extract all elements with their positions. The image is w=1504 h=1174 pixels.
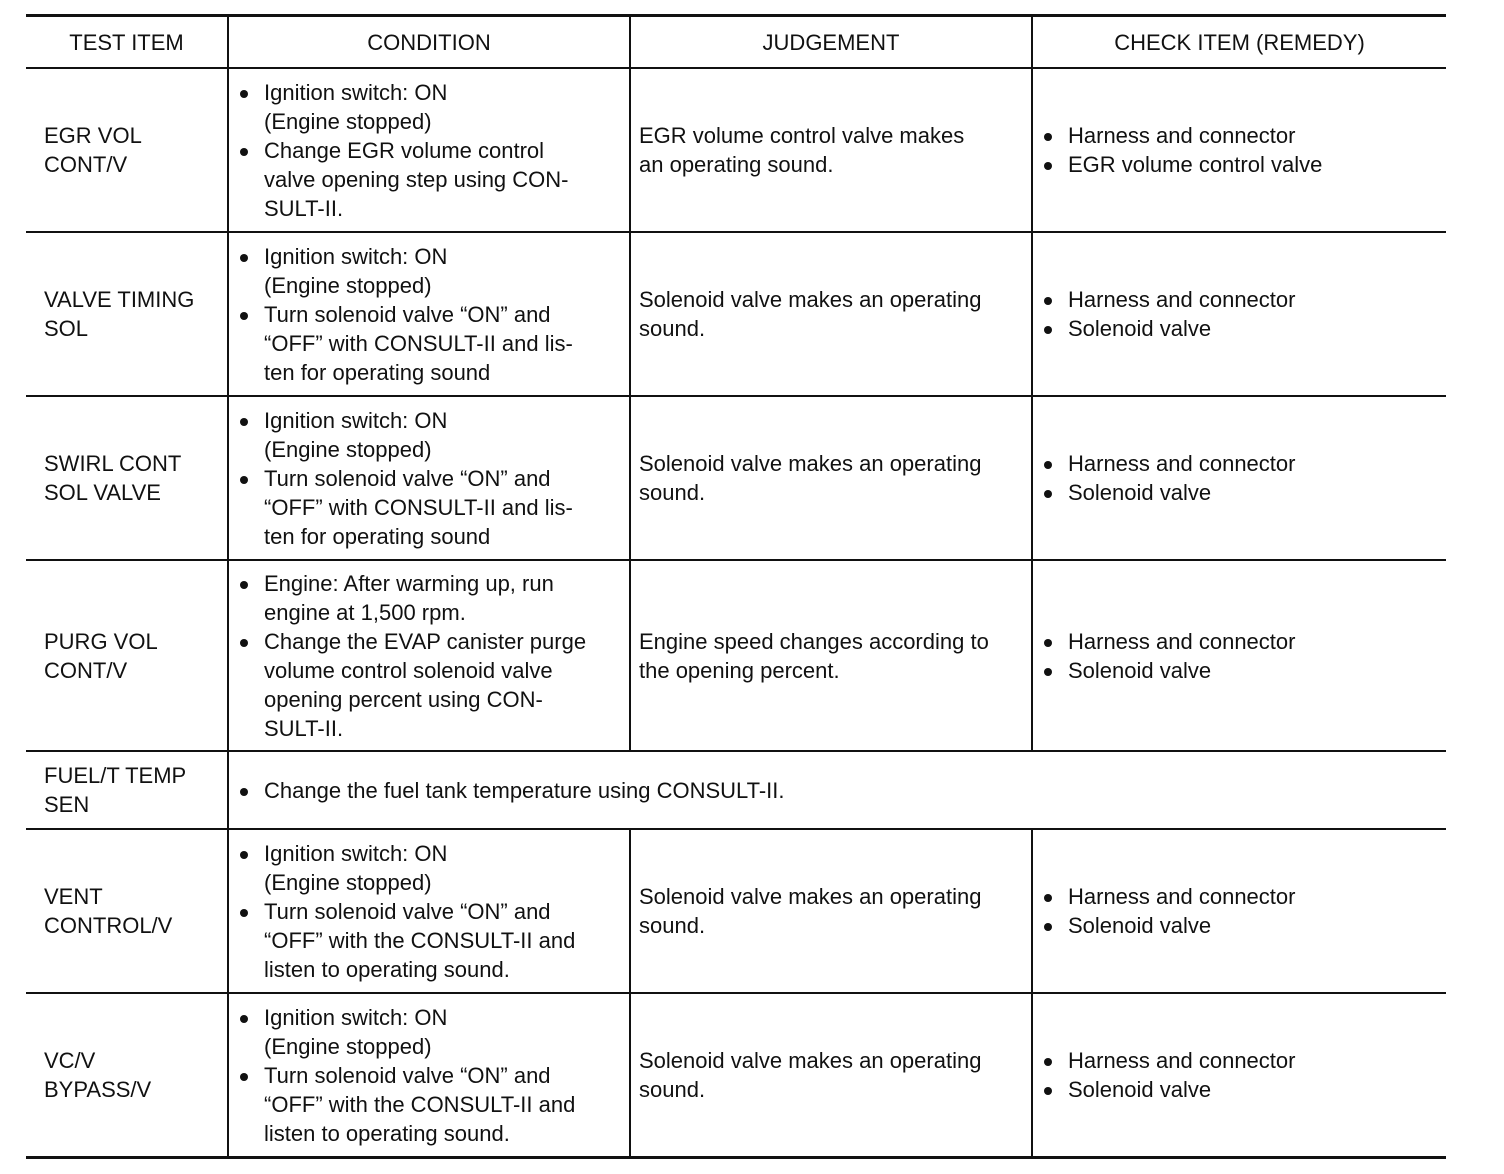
judgement-line: Solenoid valve makes an operating <box>639 1048 982 1073</box>
check-item-cell <box>1032 396 1446 560</box>
test-item-line: VALVE TIMING <box>44 287 195 312</box>
check-item-bullet: Solenoid valve <box>1041 1075 1436 1104</box>
judgement-cell <box>630 829 1032 993</box>
judgement-cell <box>630 396 1032 560</box>
judgement-line: Solenoid valve makes an operating <box>639 287 982 312</box>
check-item-bullet: Harness and connector <box>1041 627 1436 656</box>
judgement-line: the opening percent. <box>639 657 840 683</box>
condition-bullet <box>237 897 619 984</box>
check-item-cell <box>1032 560 1446 751</box>
condition-line: Ignition switch: ON <box>264 1004 448 1030</box>
check-item-cell <box>1032 993 1446 1158</box>
condition-line: Ignition switch: ON <box>264 407 448 433</box>
condition-line: engine at 1,500 rpm. <box>264 599 466 625</box>
test-item-cell <box>26 560 228 751</box>
table-row <box>26 829 1446 993</box>
condition-line: listen to operating sound. <box>264 956 510 982</box>
condition-bullet <box>237 464 619 551</box>
judgement-line: an operating sound. <box>639 152 834 177</box>
condition-bullet <box>237 300 619 387</box>
condition-bullet <box>237 242 619 300</box>
condition-line: “OFF” with CONSULT-II and lis- <box>264 330 573 356</box>
condition-line: Ignition switch: ON <box>264 243 448 269</box>
judgement-cell <box>630 993 1032 1158</box>
check-item-cell <box>1032 232 1446 396</box>
judgement-cell <box>630 232 1032 396</box>
judgement-cell <box>630 560 1032 751</box>
condition-line: “OFF” with CONSULT-II and lis- <box>264 494 573 520</box>
test-item-line: PURG VOL <box>44 628 158 654</box>
condition-bullet <box>237 406 619 464</box>
condition-line: ten for operating sound <box>264 523 491 549</box>
table-row <box>26 232 1446 396</box>
condition-line: ten for operating sound <box>264 359 491 385</box>
test-item-cell <box>26 829 228 993</box>
test-item-line: CONT/V <box>44 657 128 683</box>
table-row <box>26 751 1446 829</box>
condition-line: SULT-II. <box>264 195 344 221</box>
active-test-table <box>26 14 1446 1159</box>
table-row <box>26 560 1446 751</box>
condition-cell <box>228 993 630 1158</box>
test-item-line: CONTROL/V <box>44 913 173 938</box>
condition-line: Change EGR volume control <box>264 137 545 163</box>
check-item-bullet: Solenoid valve <box>1041 314 1436 343</box>
condition-line: volume control solenoid valve <box>264 657 553 683</box>
condition-cell <box>228 232 630 396</box>
judgement-cell <box>630 68 1032 232</box>
condition-line: “OFF” with the CONSULT-II and <box>264 1091 576 1117</box>
test-item-line: VENT <box>44 884 103 909</box>
condition-bullet <box>237 1003 619 1061</box>
test-item-cell <box>26 232 228 396</box>
test-item-line: EGR VOL <box>44 123 142 148</box>
condition-line: “OFF” with the CONSULT-II and <box>264 927 576 953</box>
check-item-bullet: Harness and connector <box>1041 449 1436 478</box>
header-test-item: TEST ITEM <box>26 16 228 69</box>
judgement-line: Solenoid valve makes an operating <box>639 884 982 909</box>
judgement-line: sound. <box>639 1077 706 1102</box>
test-item-line: CONT/V <box>44 152 128 177</box>
test-item-cell <box>26 993 228 1158</box>
condition-line: Change the EVAP canister purge <box>264 628 587 654</box>
condition-cell <box>228 560 630 751</box>
table-row <box>26 993 1446 1158</box>
header-condition: CONDITION <box>228 16 630 69</box>
condition-line: Engine: After warming up, run <box>264 570 554 596</box>
check-item-cell <box>1032 68 1446 232</box>
condition-cell <box>228 396 630 560</box>
condition-cell <box>228 829 630 993</box>
check-item-bullet: Solenoid valve <box>1041 656 1436 685</box>
condition-line: (Engine stopped) <box>264 436 432 462</box>
table-row <box>26 68 1446 232</box>
check-item-bullet: Harness and connector <box>1041 285 1436 314</box>
condition-line: Turn solenoid valve “ON” and <box>264 465 551 491</box>
condition-line: Turn solenoid valve “ON” and <box>264 1062 551 1088</box>
test-item-cell <box>26 68 228 232</box>
condition-cell <box>228 68 630 232</box>
judgement-line: Solenoid valve makes an operating <box>639 451 982 476</box>
condition-line: (Engine stopped) <box>264 869 432 895</box>
condition-line: valve opening step using CON- <box>264 166 569 192</box>
judgement-line: sound. <box>639 316 706 341</box>
check-item-bullet: Solenoid valve <box>1041 911 1436 940</box>
condition-line: listen to operating sound. <box>264 1120 510 1146</box>
condition-bullet: Change the fuel tank temperature using CONSULT-II. <box>237 776 1436 805</box>
condition-bullet <box>237 839 619 897</box>
condition-bullet <box>237 1061 619 1148</box>
condition-line: Ignition switch: ON <box>264 840 448 866</box>
condition-line: opening percent using CON- <box>264 686 543 712</box>
condition-line: (Engine stopped) <box>264 1033 432 1059</box>
table-header-row <box>26 16 1446 69</box>
condition-line: Turn solenoid valve “ON” and <box>264 301 551 327</box>
test-item-cell <box>26 396 228 560</box>
condition-line: Turn solenoid valve “ON” and <box>264 898 551 924</box>
test-item-cell <box>26 751 228 829</box>
test-item-line: SEN <box>44 792 90 817</box>
judgement-line: sound. <box>639 480 706 505</box>
test-item-line: SWIRL CONT <box>44 451 182 476</box>
judgement-line: Engine speed changes according to <box>639 628 989 654</box>
condition-line: (Engine stopped) <box>264 108 432 134</box>
merged-condition-cell <box>228 751 1446 829</box>
check-item-bullet: Harness and connector <box>1041 121 1436 150</box>
check-item-bullet: Solenoid valve <box>1041 478 1436 507</box>
check-item-bullet: Harness and connector <box>1041 1046 1436 1075</box>
test-item-line: FUEL/T TEMP <box>44 763 187 788</box>
check-item-bullet: Harness and connector <box>1041 882 1436 911</box>
test-item-line: VC/V <box>44 1048 96 1073</box>
test-item-line: SOL <box>44 316 89 341</box>
check-item-cell <box>1032 829 1446 993</box>
judgement-line: EGR volume control valve makes <box>639 123 965 148</box>
header-check-item: CHECK ITEM (REMEDY) <box>1032 16 1446 69</box>
header-judgement: JUDGEMENT <box>630 16 1032 69</box>
condition-line: SULT-II. <box>264 715 344 741</box>
condition-bullet <box>237 78 619 136</box>
judgement-line: sound. <box>639 913 706 938</box>
condition-line: Ignition switch: ON <box>264 79 448 105</box>
table-row <box>26 396 1446 560</box>
condition-line: (Engine stopped) <box>264 272 432 298</box>
condition-bullet <box>237 627 619 743</box>
test-item-line: BYPASS/V <box>44 1077 152 1102</box>
check-item-bullet: EGR volume control valve <box>1041 150 1436 179</box>
condition-bullet <box>237 136 619 223</box>
test-item-line: SOL VALVE <box>44 480 161 505</box>
condition-bullet <box>237 569 619 627</box>
